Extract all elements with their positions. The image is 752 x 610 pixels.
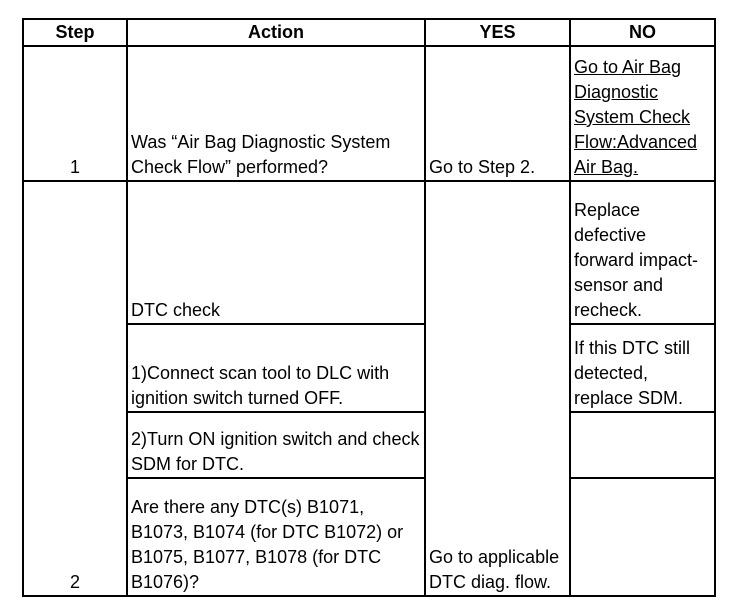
no-replace-sensor: Replace defective forward impact-sensor and recheck. [570,181,715,324]
diagnostic-table [22,18,716,597]
header-no: NO [570,19,715,46]
action-turn-on-ignition: 2)Turn ON ignition switch and check SDM for DTC. [127,412,425,478]
yes-step-2: Go to applicable DTC diag. flow. [425,181,570,596]
air-bag-check-flow-link[interactable]: Go to Air Bag Diagnostic System Check Flow:Advanced Air Bag. [574,57,698,177]
header-step: Step [23,19,127,46]
action-dtc-question: Are there any DTC(s) B1071, B1073, B1074 (for DTC B1072) or B1075, B1077, B1078 (for DTC B1076)? [127,478,425,596]
header-row [23,19,715,46]
step-number-1: 1 [23,46,127,181]
action-dtc-check: DTC check [127,181,425,324]
header-action: Action [127,19,425,46]
no-step-1 [570,46,715,181]
action-connect-scan-tool: 1)Connect scan tool to DLC with ignition switch turned OFF. [127,324,425,412]
table-row [23,46,715,181]
table-row [23,478,715,596]
no-empty-2 [570,478,715,596]
no-replace-sdm: If this DTC still detected, replace SDM. [570,324,715,412]
step-number-2: 2 [23,181,127,596]
table-row [23,324,715,412]
yes-step-1: Go to Step 2. [425,46,570,181]
table-row [23,181,715,324]
action-step-1: Was “Air Bag Diagnostic System Check Flow” performed? [127,46,425,181]
table-row [23,412,715,478]
no-empty-1 [570,412,715,478]
header-yes: YES [425,19,570,46]
